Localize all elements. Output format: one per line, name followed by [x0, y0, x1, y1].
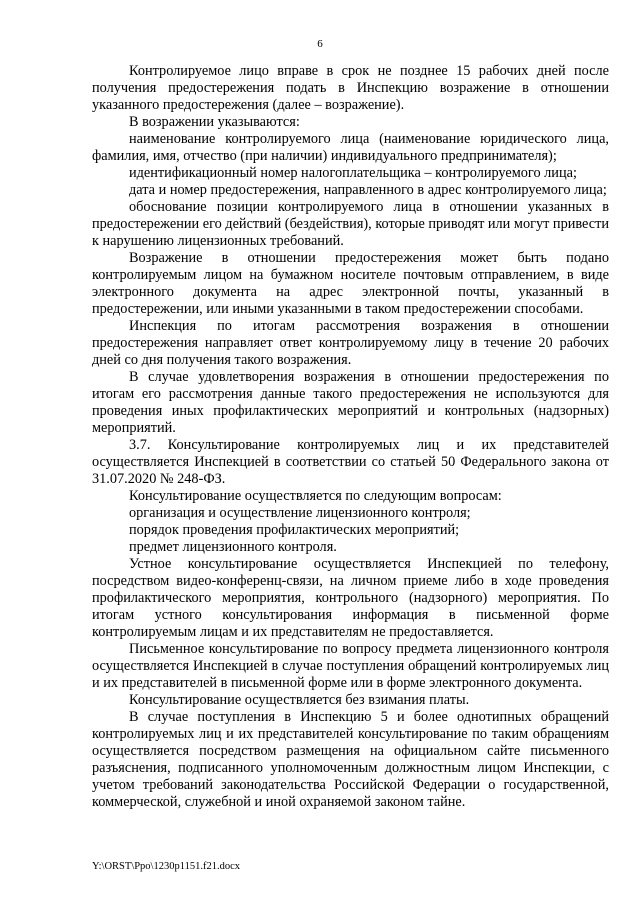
- paragraph-objection-response: Инспекция по итогам рассмотрения возражения в отношении предостережения направляет ответ контролируемому лицу в течение 20 рабочих дней со дня получения такого возражения.: [92, 318, 609, 368]
- paragraph-multiple-requests: В случае поступления в Инспекцию 5 и более однотипных обращений контролируемых лиц и их представителей консультирование по таким обращениям осуществляется посредством размещения на официальном сайте письменного разъяснения, подписанного уполномоченным должностным лицом Инспекции, с учетом требований законодательства Российской Федерации о государственной, коммерческой, служебной и иной охраняемой законом тайне.: [92, 709, 609, 810]
- document-body: [92, 63, 609, 811]
- paragraph-free-of-charge: Консультирование осуществляется без взимания платы.: [129, 692, 470, 708]
- page-number: 6: [317, 38, 323, 50]
- paragraph-item-justification: обоснование позиции контролируемого лица в отношении указанных в предостережении его действий (бездействия), которые приводят или могут привести к нарушению лицензионных требований.: [92, 199, 609, 249]
- paragraph-item-warning-date: дата и номер предостережения, направленного в адрес контролируемого лица;: [129, 182, 607, 198]
- paragraph-section-3-7: 3.7. Консультирование контролируемых лиц и их представителей осуществляется Инспекцией в соответствии со статьей 50 Федерального закона от 31.07.2020 № 248-ФЗ.: [92, 437, 609, 487]
- paragraph-objection-contents-intro: В возражении указываются:: [129, 114, 300, 130]
- paragraph-objection-satisfied: В случае удовлетворения возражения в отношении предостережения по итогам его рассмотрения данные такого предостережения не используются для проведения иных профилактических мероприятий и контрольных (надзорных) мероприятий.: [92, 369, 609, 436]
- paragraph-objection-submission: Возражение в отношении предостережения может быть подано контролируемым лицом на бумажном носителе почтовым отправлением, в виде электронного документа на адрес электронной почты, указанный в предостережении, или иными указанными в таком предостережении способами.: [92, 250, 609, 317]
- paragraph-written-consulting: Письменное консультирование по вопросу предмета лицензионного контроля осуществляется Инспекцией в случае поступления обращений контролируемых лиц и их представителей в письменной форме или в форме электронного документа.: [92, 641, 609, 691]
- paragraph-topic-procedure: порядок проведения профилактических мероприятий;: [129, 522, 460, 538]
- paragraph-item-inn: идентификационный номер налогоплательщика – контролируемого лица;: [129, 165, 577, 181]
- paragraph-topic-organization: организация и осуществление лицензионного контроля;: [129, 505, 471, 521]
- paragraph-consult-topics-intro: Консультирование осуществляется по следующим вопросам:: [129, 488, 502, 504]
- paragraph-item-name: наименование контролируемого лица (наименование юридического лица, фамилия, имя, отчество (при наличии) индивидуального предпринимателя);: [92, 131, 609, 164]
- file-path-footer: Y:\ORST\Ppo\1230p1151.f21.docx: [92, 861, 240, 872]
- paragraph-oral-consulting: Устное консультирование осуществляется Инспекцией по телефону, посредством видео-конференц-связи, на личном приеме либо в ходе проведения профилактического мероприятия, контрольного (надзорного) мероприятия. По итогам устного консультирования информация в письменной форме контролируемым лицам и их представителям не предоставляется.: [92, 556, 609, 640]
- paragraph-topic-subject: предмет лицензионного контроля.: [129, 539, 337, 555]
- paragraph-objection-right: Контролируемое лицо вправе в срок не позднее 15 рабочих дней после получения предостережения подать в Инспекцию возражение в отношении указанного предостережения (далее – возражение).: [92, 63, 609, 113]
